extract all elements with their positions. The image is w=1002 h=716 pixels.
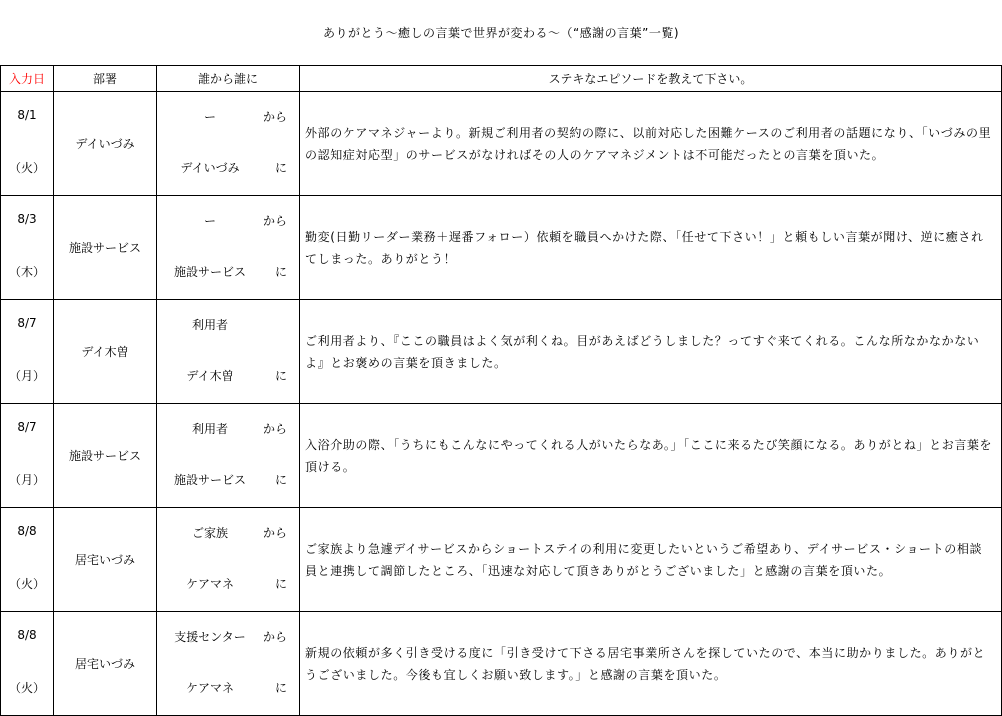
from-to-cell bbox=[157, 612, 300, 716]
to-name: ケアマネ bbox=[185, 577, 234, 591]
date-cell bbox=[1, 92, 54, 196]
episode-cell: 入浴介助の際、「うちにもこんなにやってくれる人がいたらなあ。」「ここに来るたび笑顔になる。ありがとね」とお言葉を頂ける。 bbox=[300, 404, 1002, 508]
header-from-to: 誰から誰に bbox=[157, 66, 300, 92]
department-cell: 居宅いづみ bbox=[54, 508, 157, 612]
entry-date: 8/8 bbox=[17, 628, 37, 642]
department-cell: デイ木曽 bbox=[54, 300, 157, 404]
from-to-cell bbox=[157, 196, 300, 300]
entry-weekday: （火） bbox=[8, 681, 45, 695]
to-name: デイいづみ bbox=[180, 161, 240, 175]
entry-weekday: （木） bbox=[8, 265, 45, 279]
to-name: デイ木曽 bbox=[186, 369, 234, 383]
header-row bbox=[1, 66, 1002, 92]
episode-cell: ご家族より急遽デイサービスからショートステイの利用に変更したいというご希望あり、デイサービス・ショートの相談員と連携して調節したところ、「迅速な対応して頂きありがとうございました」と感謝の言葉を頂いた。 bbox=[300, 508, 1002, 612]
department-cell: 居宅いづみ bbox=[54, 612, 157, 716]
date-cell bbox=[1, 404, 54, 508]
from-name: ー bbox=[203, 214, 216, 228]
to-suffix: に bbox=[274, 265, 287, 279]
from-suffix: から bbox=[262, 630, 287, 644]
from-suffix: から bbox=[262, 110, 287, 124]
header-date: 入力日 bbox=[1, 66, 54, 92]
from-name: ー bbox=[203, 110, 216, 124]
from-name: ご家族 bbox=[191, 526, 228, 540]
from-suffix: から bbox=[262, 422, 287, 436]
from-to-cell bbox=[157, 404, 300, 508]
table-row bbox=[1, 92, 1002, 196]
header-department: 部署 bbox=[54, 66, 157, 92]
gratitude-table bbox=[0, 65, 1002, 716]
to-name: 施設サービス bbox=[173, 265, 246, 279]
entry-date: 8/3 bbox=[17, 212, 37, 226]
from-suffix: から bbox=[262, 526, 287, 540]
date-cell bbox=[1, 612, 54, 716]
to-suffix: に bbox=[274, 369, 287, 383]
entry-date: 8/7 bbox=[17, 420, 37, 434]
to-name: 施設サービス bbox=[173, 473, 246, 487]
episode-cell: 外部のケアマネジャーより。新規ご利用者の契約の際に、以前対応した困難ケースのご利用者の話題になり、「いづみの里の認知症対応型」のサービスがなければその人のケアマネジメントは不可能だったとの言葉を頂いた。 bbox=[300, 92, 1002, 196]
to-suffix: に bbox=[274, 473, 287, 487]
entry-weekday: （月） bbox=[8, 369, 45, 383]
from-name: 利用者 bbox=[191, 318, 228, 332]
episode-cell: 新規の依頼が多く引き受ける度に「引き受けて下さる居宅事業所さんを探していたので、本当に助かりました。ありがとうございました。今後も宜しくお願い致します。」と感謝の言葉を頂いた。 bbox=[300, 612, 1002, 716]
episode-cell: 勤変(日勤リーダー業務＋遅番フォロー）依頼を職員へかけた際、「任せて下さい！」と頼もしい言葉が聞け、逆に癒されてしまった。ありがとう！ bbox=[300, 196, 1002, 300]
table-row bbox=[1, 612, 1002, 716]
entry-date: 8/7 bbox=[17, 316, 37, 330]
from-name: 利用者 bbox=[191, 422, 228, 436]
department-cell: デイいづみ bbox=[54, 92, 157, 196]
to-suffix: に bbox=[274, 577, 287, 591]
to-suffix: に bbox=[274, 681, 287, 695]
to-name: ケアマネ bbox=[185, 681, 234, 695]
department-cell: 施設サービス bbox=[54, 404, 157, 508]
entry-weekday: （月） bbox=[8, 473, 45, 487]
date-cell bbox=[1, 196, 54, 300]
table-row bbox=[1, 300, 1002, 404]
from-suffix: から bbox=[262, 214, 287, 228]
table-row bbox=[1, 404, 1002, 508]
entry-weekday: （火） bbox=[8, 577, 45, 591]
from-to-cell bbox=[157, 92, 300, 196]
header-episode: ステキなエピソードを教えて下さい。 bbox=[300, 66, 1002, 92]
from-to-cell bbox=[157, 508, 300, 612]
to-suffix: に bbox=[274, 161, 287, 175]
document-title: ありがとう〜癒しの言葉で世界が変わる〜（“感謝の言葉”一覧) bbox=[322, 26, 680, 40]
department-cell: 施設サービス bbox=[54, 196, 157, 300]
episode-cell: ご利用者より、『ここの職員はよく気が利くね。目があえばどうしました？ってすぐ来てくれる。こんな所なかなかないよ』とお褒めの言葉を頂きました。 bbox=[300, 300, 1002, 404]
entry-date: 8/1 bbox=[17, 108, 37, 122]
from-to-cell bbox=[157, 300, 300, 404]
entry-date: 8/8 bbox=[17, 524, 37, 538]
table-row bbox=[1, 508, 1002, 612]
entry-weekday: （火） bbox=[8, 161, 45, 175]
date-cell bbox=[1, 300, 54, 404]
table-row bbox=[1, 196, 1002, 300]
from-name: 支援センター bbox=[174, 630, 246, 644]
date-cell bbox=[1, 508, 54, 612]
